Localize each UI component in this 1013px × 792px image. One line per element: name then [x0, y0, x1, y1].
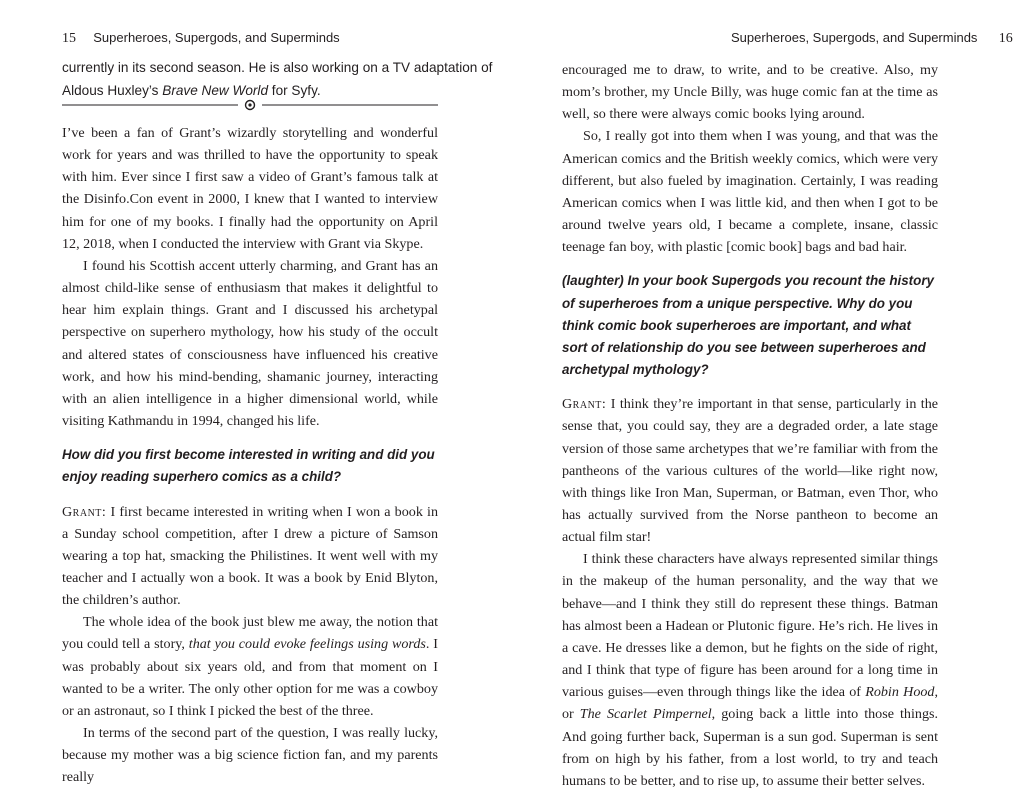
running-head-left — [62, 30, 340, 47]
intro-paragraph-2: I found his Scottish accent utterly charming, and Grant has an almost child-like sense of enthusiasm that makes it delightful to hear him explain things. Grant and I discussed his archetypal perspective on superhero mythology, how his study of the occult and altered states of consciousness have influenced his creative work, and how his mind-bending, shamanic journey, interacting with an alien intelligence in a higher dimensional world, while visiting Kathmandu in 1994, changed his life. — [62, 257, 438, 430]
section-divider-ornament — [62, 99, 438, 111]
intro-line-1: currently in its second season. He is also working on a TV adaptation of — [62, 60, 493, 75]
title-scarlet-pimpernel: The Scarlet Pimpernel — [579, 706, 712, 723]
intro-line-2-post: for Syfy. — [268, 82, 321, 98]
running-head-title-left: Superheroes, Supergods, and Superminds — [93, 30, 340, 45]
answer-paragraph-2 — [62, 611, 438, 722]
answer-paragraph-1 — [62, 501, 438, 612]
right-body — [562, 59, 938, 792]
intro-line-2-pre: Aldous Huxley’s — [62, 82, 163, 98]
speaker-label: Grant: — [562, 396, 607, 413]
intro-text — [62, 57, 493, 102]
interview-question-2: (laughter) In your book Supergods you recount the history of superheroes from a unique perspective. Why do you think comic book superheroes are important, and what sort of relationship do you see between superheroes and archetypal mythology? — [562, 273, 934, 378]
title-robin-hood: Robin Hood — [865, 684, 935, 701]
continued-paragraph: encouraged me to draw, to write, and to be creative. Also, my mom’s brother, my Uncle Billy, was huge comic fan at the time as well, so there were always comic books lying around. — [562, 62, 938, 123]
answer-2-pre: The whole idea of the book just blew me away, the notion that you could tell a story, — [62, 614, 438, 653]
answer-5-part-b: , or — [562, 684, 938, 723]
answer-1-text: I first became interested in writing when I won a book in a Sunday school competition, after I drew a picture of Samson wearing a top hat, smacking the Philistines. It went well with my teacher and I actually won a book. It was a book by Enid Blyton, the children’s author. — [62, 503, 438, 609]
book-title: Brave New World — [162, 82, 269, 98]
page-number-left: 15 — [62, 31, 76, 46]
answer-5-part-a: I think these characters have always represented similar things in the makeup of the human personality, and the way that we behave—and I think they still do represent these things. Batman has almost been a Hadean or Plutonic figure. He’s rich. He lives in a cave. He dresses like a demon, but he fights on the side of right, and I think that type of figure has been around for a long time in various guises—even through things like the idea of — [562, 551, 938, 701]
answer-paragraph-4 — [562, 393, 938, 548]
interview-question-1: How did you first become interested in writing and did you enjoy reading superhero comics as a child? — [62, 447, 435, 485]
running-head-title-right: Superheroes, Supergods, and Superminds — [731, 30, 978, 45]
answer-2-emphasis: that you could evoke feelings using words — [188, 636, 426, 653]
running-head-right — [731, 30, 1013, 47]
answer-paragraph-5 — [562, 548, 938, 792]
answer-paragraph-3: In terms of the second part of the question, I was really lucky, because my mother was a big science fiction fan, and my parents really — [62, 725, 438, 786]
left-body — [62, 122, 438, 789]
comics-paragraph: So, I really got into them when I was young, and that was the American comics and the British weekly comics, which were very different, but also fueled by imagination. Certainly, I was reading American comics when I was little kid, and then when I got to be around twelve years old, I became a complete, insane, classic teenage fan boy, with plastic [comic book] bags and bad hair. — [562, 128, 938, 256]
answer-4-text: I think they’re important in that sense, particularly in the sense that, you could say, they are a degraded order, a late stage version of those same archetypes that we’re familiar with from the pantheons of the various cultures of the world—like right now, with things like Iron Man, Superman, or Batman, even Thor, who has actually survived from the Norse pantheon to become an actual film star! — [562, 396, 938, 546]
answer-5-part-c: , going back a little into those things. And going further back, Superman is a sun god. Superman is sent from on high by his father, from a lost world, to try and teach humans to be better, and to rise up, to assume their better selves. — [562, 706, 938, 789]
intro-paragraph-1: I’ve been a fan of Grant’s wizardly storytelling and wonderful work for years and was thrilled to have the opportunity to speak with him. Ever since I first saw a video of Grant’s famous talk at the Disinfo.Con event in 2000, I knew that I wanted to interview him for one of my books. I finally had the opportunity on April 12, 2018, when I conducted the interview with Grant via Skype. — [62, 125, 438, 252]
page-number-right: 16 — [998, 31, 1013, 46]
answer-2-post: . I was probably about six years old, and from that moment on I wanted to be a writer. The only other option for me was a cowboy or an astronaut, so I think I picked the best of the three. — [62, 636, 438, 719]
speaker-label: Grant: — [62, 503, 107, 520]
